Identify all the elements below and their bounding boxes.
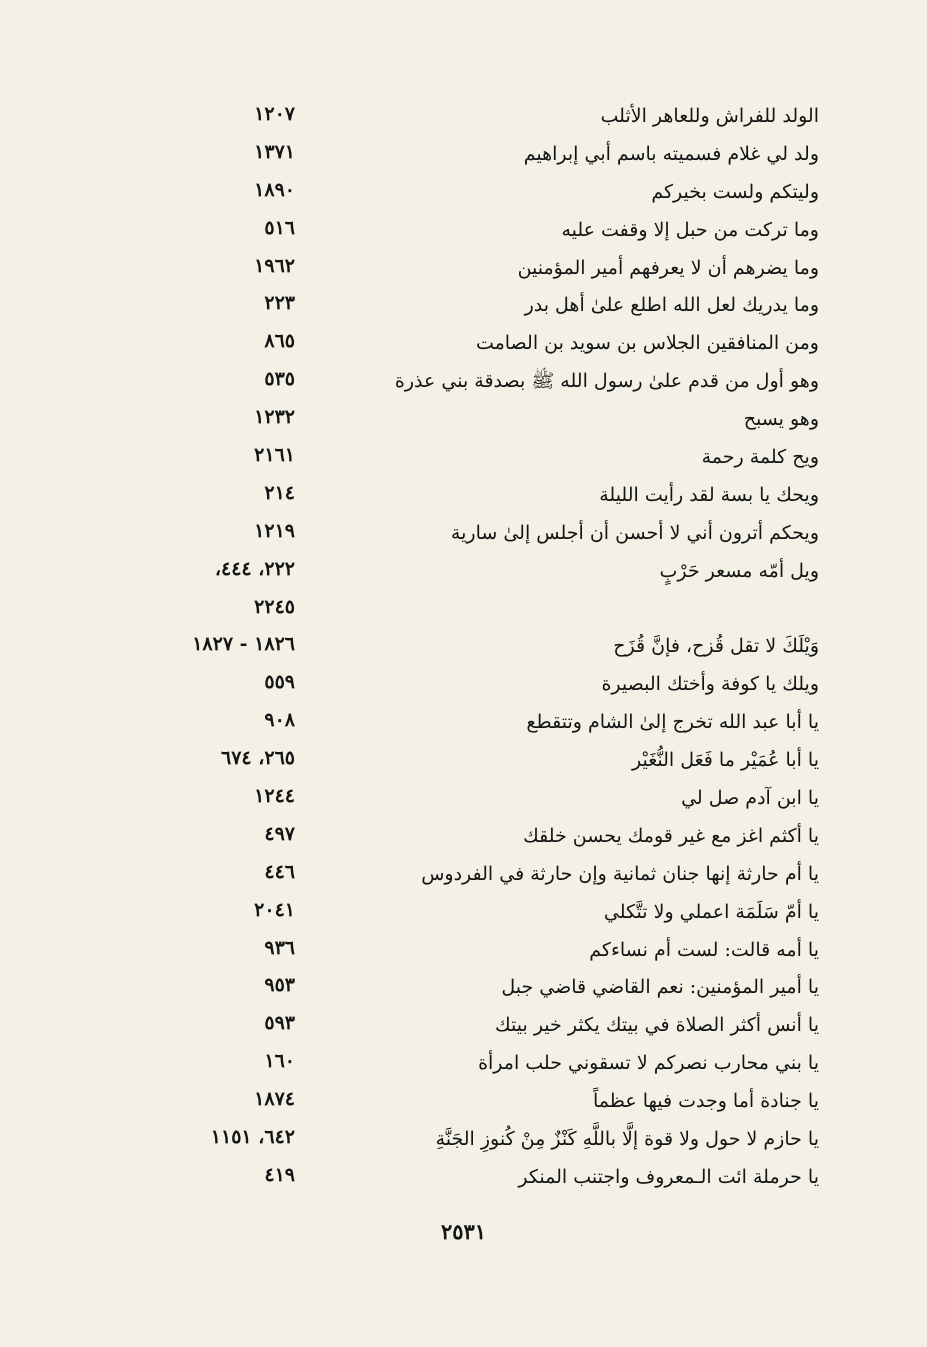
entry-page-refs: ٥٥٩ bbox=[264, 671, 295, 694]
entry-text: يا ابن آدم صل لي bbox=[681, 787, 819, 810]
entry-text: وهو يسبح bbox=[743, 408, 819, 431]
index-entry bbox=[0, 250, 927, 288]
index-entry bbox=[0, 1045, 927, 1083]
index-entry bbox=[0, 553, 927, 591]
entry-page-refs: ١٨٢٦ - ١٨٢٧ bbox=[192, 633, 295, 656]
entry-text: يا أمّ سَلَمَة اعملي ولا تتَّكلي bbox=[603, 900, 819, 923]
entry-page-refs: ٦٤٢، ١١٥١ bbox=[210, 1126, 295, 1149]
page-number: ٢٥٣١ bbox=[440, 1219, 487, 1244]
index-entry bbox=[0, 98, 927, 136]
index-entry bbox=[0, 742, 927, 780]
entry-text: وما يدريك لعل الله اطلع علىٰ أهل بدر bbox=[524, 294, 819, 317]
entry-text: ومن المنافقين الجلاس بن سويد بن الصامت bbox=[475, 332, 819, 355]
entry-page-refs: ٥١٦ bbox=[264, 216, 295, 239]
entry-text: يا أنس أكثر الصلاة في بيتك يكثر خير بيتك bbox=[495, 1014, 819, 1037]
entry-page-refs: ٢١٤ bbox=[264, 481, 295, 504]
entry-page-refs: ٢٢٣ bbox=[264, 292, 295, 315]
index-entry bbox=[0, 515, 927, 553]
entry-text: يا أبا عُمَيْر ما فَعَل النُّغَيْر bbox=[632, 749, 819, 772]
index-entry bbox=[0, 287, 927, 325]
entry-text: وما تركت من حبل إلا وقفت عليه bbox=[561, 218, 819, 241]
entry-page-refs: ١٨٩٠ bbox=[254, 178, 295, 201]
index-entry bbox=[0, 894, 927, 932]
index-entry bbox=[0, 1083, 927, 1121]
entry-text: يا حرملة ائت الـمعروف واجتنب المنكر bbox=[518, 1165, 819, 1188]
entry-page-refs: ٤١٩ bbox=[264, 1163, 295, 1186]
index-entry bbox=[0, 704, 927, 742]
index-entry bbox=[0, 818, 927, 856]
entry-page-refs: ٥٩٣ bbox=[264, 1012, 295, 1035]
index-entry bbox=[0, 401, 927, 439]
hadith-index-list bbox=[0, 98, 927, 1197]
entry-page-refs: ٢٢٤٥ bbox=[254, 595, 295, 618]
entry-text: ويل أمّه مسعر حَرْبٍ bbox=[659, 559, 819, 582]
index-entry bbox=[0, 363, 927, 401]
entry-page-refs: ٢٦٥، ٦٧٤ bbox=[221, 747, 295, 770]
entry-text: وهو أول من قدم علىٰ رسول الله ﷺ بصدقة بني عذرة bbox=[394, 370, 819, 393]
entry-text: وليتكم ولست بخيركم bbox=[651, 180, 819, 203]
index-entry bbox=[0, 969, 927, 1007]
index-entry-continuation bbox=[0, 591, 927, 629]
entry-text: يا أمه قالت: لست أم نساءكم bbox=[589, 938, 819, 961]
entry-page-refs: ٩٥٣ bbox=[264, 974, 295, 997]
entry-text: ويحك يا بسة لقد رأيت الليلة bbox=[599, 483, 819, 506]
entry-text: ويلك يا كوفة وأختك البصيرة bbox=[601, 673, 819, 696]
index-entry bbox=[0, 666, 927, 704]
entry-page-refs: ١٢٣٢ bbox=[254, 406, 295, 429]
index-entry bbox=[0, 628, 927, 666]
entry-page-refs: ٨٦٥ bbox=[264, 330, 295, 353]
index-entry bbox=[0, 136, 927, 174]
entry-text: ويحكم أترون أني لا أحسن أن أجلس إلىٰ سارية bbox=[450, 521, 819, 544]
entry-text: ولد لي غلام فسميته باسم أبي إبراهيم bbox=[523, 142, 819, 165]
entry-page-refs: ٤٤٦ bbox=[264, 860, 295, 883]
entry-text: يا جنادة أما وجدت فيها عظماً bbox=[592, 1090, 819, 1113]
entry-text: الولد للفراش وللعاهر الأثلب bbox=[600, 105, 819, 127]
index-entry bbox=[0, 1121, 927, 1159]
entry-page-refs: ١٢٠٧ bbox=[254, 103, 295, 125]
entry-text: يا أمير المؤمنين: نعم القاضي قاضي جبل bbox=[501, 976, 819, 999]
entry-page-refs: ٥٣٥ bbox=[264, 368, 295, 391]
index-entry bbox=[0, 477, 927, 515]
index-entry bbox=[0, 1007, 927, 1045]
entry-text: ويح كلمة رحمة bbox=[701, 446, 819, 469]
index-entry bbox=[0, 439, 927, 477]
entry-page-refs: ١٨٧٤ bbox=[254, 1088, 295, 1111]
index-entry bbox=[0, 325, 927, 363]
entry-text: وَيْلَكَ لا تقل قُزح، فإنَّ قُزَح bbox=[613, 635, 819, 658]
entry-text: يا بني محارب نصركم لا تسقوني حلب امرأة bbox=[478, 1052, 819, 1075]
entry-page-refs: ١٢١٩ bbox=[254, 519, 295, 542]
index-entry bbox=[0, 174, 927, 212]
index-entry bbox=[0, 212, 927, 250]
entry-page-refs: ٤٩٧ bbox=[264, 822, 295, 845]
entry-text: يا أبا عبد الله تخرج إلىٰ الشام وتتقطع bbox=[526, 711, 819, 734]
index-entry bbox=[0, 932, 927, 970]
entry-page-refs: ١٩٦٢ bbox=[254, 254, 295, 277]
entry-page-refs: ٩٠٨ bbox=[264, 709, 295, 732]
entry-text: يا أم حارثة إنها جنان ثمانية وإن حارثة في الفردوس bbox=[421, 862, 819, 885]
entry-page-refs: ٢١٦١ bbox=[254, 444, 295, 467]
entry-page-refs: ١٢٤٤ bbox=[254, 785, 295, 808]
entry-text: وما يضرهم أن لا يعرفهم أمير المؤمنين bbox=[517, 256, 819, 279]
entry-page-refs: ١٣٧١ bbox=[254, 140, 295, 163]
entry-page-refs: ٩٣٦ bbox=[264, 936, 295, 959]
entry-page-refs: ٢٢٢، ٤٤٤، bbox=[214, 557, 295, 580]
index-entry bbox=[0, 1159, 927, 1197]
entry-page-refs: ٢٠٤١ bbox=[254, 898, 295, 921]
index-entry bbox=[0, 856, 927, 894]
entry-text: يا أكثم اغز مع غير قومك يحسن خلقك bbox=[523, 824, 819, 847]
entry-page-refs: ١٦٠ bbox=[264, 1050, 295, 1073]
entry-text: يا حازم لا حول ولا قوة إلَّا باللَّهِ كَنْزٌ مِنْ كُنوزِ الجَنَّةِ bbox=[435, 1128, 819, 1151]
index-entry bbox=[0, 780, 927, 818]
